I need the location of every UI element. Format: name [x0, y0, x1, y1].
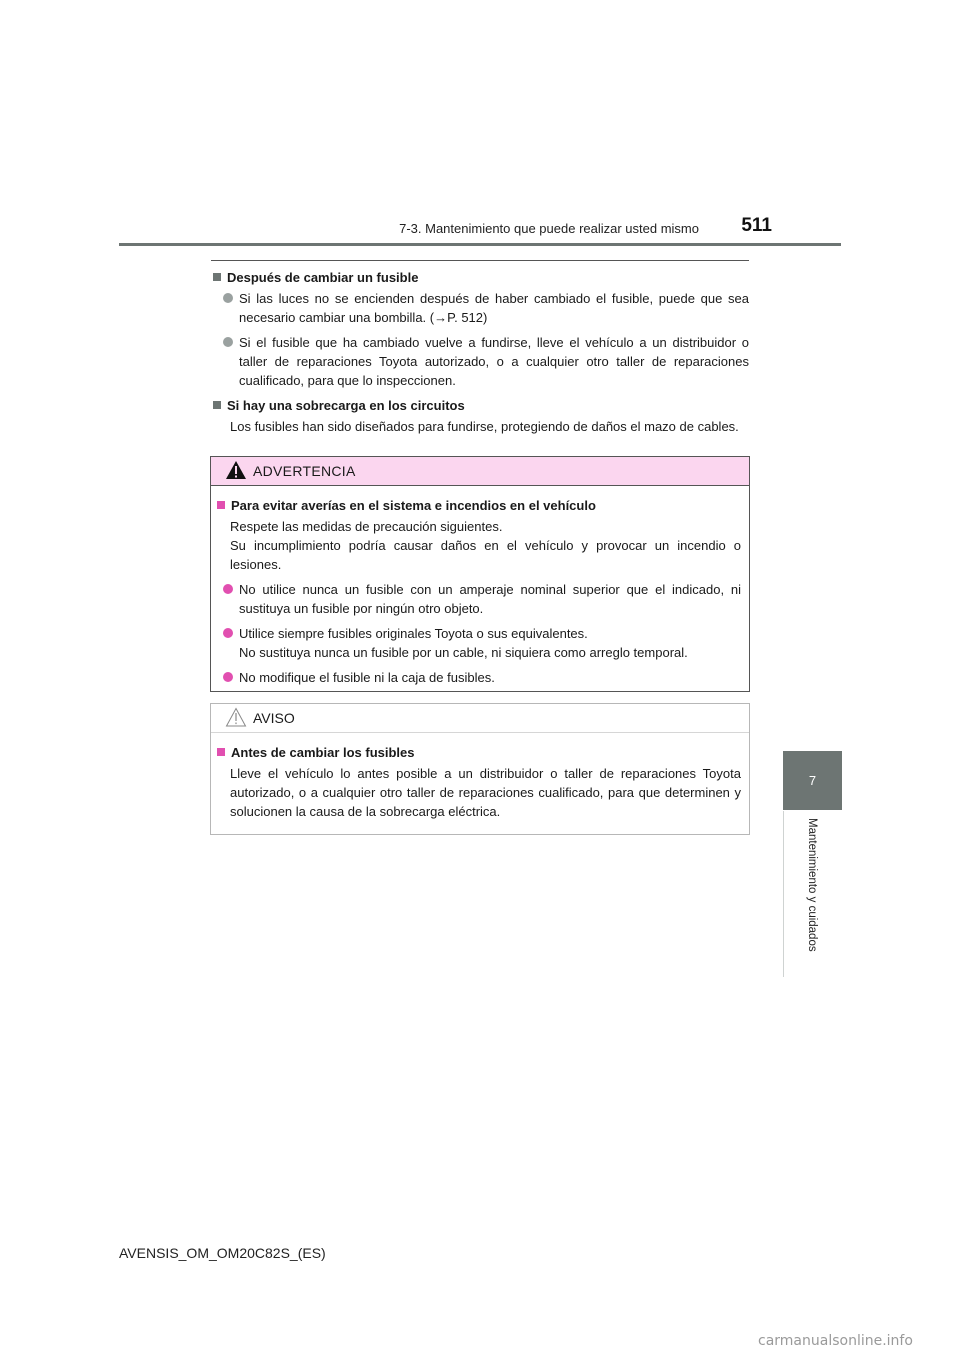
warning-body: [211, 486, 749, 687]
warning-heading-text: Para evitar averías en el sistema e incendios en el vehículo: [231, 498, 596, 513]
list-item-text: Si el fusible que ha cambiado vuelve a fundirse, lleve el vehículo a un distribuidor o taller de reparaciones Toyota autorizado, o a cualquier otro taller de reparaciones cualificado, para que lo inspeccionen.: [239, 335, 749, 388]
square-bullet-icon: [213, 273, 221, 281]
square-bullet-icon: [217, 501, 225, 509]
circle-bullet-icon: [223, 672, 233, 682]
notice-paragraph: Lleve el vehículo lo antes posible a un distribuidor o taller de reparaciones Toyota autorizado, o a cualquier otro taller de reparaciones cualificado, para que determinen y solucionen la causa de la sobrecarga eléctrica.: [230, 766, 741, 819]
list-item-line-2: No sustituya nunca un fusible por un cable, ni siquiera como arreglo temporal.: [239, 645, 688, 660]
list-item: [223, 333, 749, 390]
square-bullet-icon: [217, 748, 225, 756]
page-number: 511: [741, 215, 772, 236]
notice-body: [211, 733, 749, 821]
list-item: [223, 289, 749, 327]
warning-title: ADVERTENCIA: [253, 463, 356, 479]
notice-heading: [215, 743, 741, 762]
warning-intro: [230, 517, 741, 574]
footer-document-code: AVENSIS_OM_OM20C82S_(ES): [119, 1245, 326, 1261]
warning-intro-line-1: Respete las medidas de precaución siguientes.: [230, 519, 503, 534]
side-strip-border: [783, 811, 784, 977]
caution-outline-triangle-icon: [225, 707, 247, 730]
warning-intro-line-2: Su incumplimiento podría causar daños en el vehículo y provocar un incendio o lesiones.: [230, 538, 741, 572]
notice-title: AVISO: [253, 710, 295, 726]
main-content: [211, 268, 749, 436]
circle-bullet-icon: [223, 628, 233, 638]
notice-heading-text: Antes de cambiar los fusibles: [231, 745, 415, 760]
circle-bullet-icon: [223, 584, 233, 594]
list-item: [223, 580, 741, 618]
notice-box: [210, 703, 750, 835]
warning-header: [211, 457, 749, 486]
content-top-rule: [211, 260, 749, 261]
notice-header: [211, 704, 749, 733]
section-heading: [211, 268, 749, 287]
list-item-text: Si las luces no se encienden después de haber cambiado el fusible, puede que sea necesario cambiar una bombilla. (→P. 512): [239, 291, 749, 325]
list-item-text: No utilice nunca un fusible con un amperaje nominal superior que el indicado, ni sustituya un fusible por ningún otro objeto.: [239, 582, 741, 616]
warning-heading: [215, 496, 741, 515]
side-tab-title: Mantenimiento y cuidados: [806, 818, 818, 952]
section-heading-text: Después de cambiar un fusible: [227, 270, 419, 285]
section-paragraph: Los fusibles han sido diseñados para fundirse, protegiendo de daños el mazo de cables.: [230, 419, 739, 434]
side-tab-number: 7: [783, 751, 842, 810]
section-heading-text: Si hay una sobrecarga en los circuitos: [227, 398, 465, 413]
header-section-title: 7-3. Mantenimiento que puede realizar usted mismo: [399, 221, 699, 236]
header-rule: [119, 243, 841, 246]
warning-box: [210, 456, 750, 692]
circle-bullet-icon: [223, 293, 233, 303]
list-item-line-1: Utilice siempre fusibles originales Toyota o sus equivalentes.: [239, 626, 588, 641]
square-bullet-icon: [213, 401, 221, 409]
list-item: [223, 624, 741, 662]
circle-bullet-icon: [223, 337, 233, 347]
list-item: [223, 668, 741, 687]
list-item-text: No modifique el fusible ni la caja de fusibles.: [239, 670, 495, 685]
list-item-text: [239, 624, 688, 662]
watermark: carmanualsonline.info: [758, 1333, 913, 1349]
section-heading: [211, 396, 749, 415]
warning-triangle-icon: [225, 460, 247, 483]
